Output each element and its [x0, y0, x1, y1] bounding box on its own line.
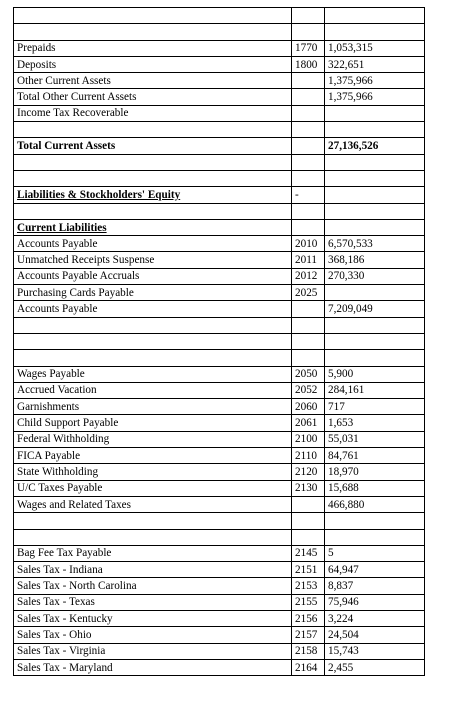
- amount-cell: [325, 350, 425, 366]
- amount-cell: 24,504: [325, 627, 425, 643]
- table-row: [14, 399, 425, 415]
- row-label-cell: Wages and Related Taxes: [14, 496, 292, 512]
- amount-cell: 2,455: [325, 659, 425, 675]
- account-code-cell: 2164: [292, 659, 325, 675]
- account-code-cell: [292, 8, 325, 24]
- table-row: [14, 40, 425, 56]
- table-row: [14, 203, 425, 219]
- row-label-cell: Deposits: [14, 56, 292, 72]
- account-code-cell: 2151: [292, 562, 325, 578]
- row-label-cell: [14, 350, 292, 366]
- account-code-cell: 2120: [292, 464, 325, 480]
- account-code-cell: -: [292, 187, 325, 203]
- account-code-cell: 2060: [292, 399, 325, 415]
- account-code-cell: 2012: [292, 268, 325, 284]
- table-row: [14, 105, 425, 121]
- amount-cell: 5,900: [325, 366, 425, 382]
- table-row: [14, 464, 425, 480]
- row-label-cell: Liabilities & Stockholders' Equity: [14, 187, 292, 203]
- table-row: [14, 382, 425, 398]
- table-row: [14, 496, 425, 512]
- amount-cell: [325, 170, 425, 186]
- amount-cell: 7,209,049: [325, 301, 425, 317]
- table-row: [14, 252, 425, 268]
- account-code-cell: 2157: [292, 627, 325, 643]
- account-code-cell: 2052: [292, 382, 325, 398]
- amount-cell: 15,743: [325, 643, 425, 659]
- account-code-cell: [292, 496, 325, 512]
- table-row: [14, 236, 425, 252]
- amount-cell: 270,330: [325, 268, 425, 284]
- table-row: [14, 415, 425, 431]
- table-row: [14, 529, 425, 545]
- row-label-cell: [14, 8, 292, 24]
- row-label-cell: [14, 154, 292, 170]
- row-label-cell: [14, 513, 292, 529]
- amount-cell: [325, 187, 425, 203]
- account-code-cell: 2110: [292, 448, 325, 464]
- amount-cell: 75,946: [325, 594, 425, 610]
- table-row: [14, 610, 425, 626]
- account-code-cell: 2130: [292, 480, 325, 496]
- row-label-cell: Sales Tax - Indiana: [14, 562, 292, 578]
- row-label-cell: [14, 122, 292, 138]
- row-label-cell: Sales Tax - North Carolina: [14, 578, 292, 594]
- amount-cell: 27,136,526: [325, 138, 425, 154]
- table-row: [14, 138, 425, 154]
- amount-cell: [325, 24, 425, 40]
- account-code-cell: [292, 333, 325, 349]
- amount-cell: 322,651: [325, 56, 425, 72]
- account-code-cell: [292, 138, 325, 154]
- table-row: [14, 268, 425, 284]
- table-row: [14, 285, 425, 301]
- table-row: [14, 187, 425, 203]
- row-label-cell: Total Current Assets: [14, 138, 292, 154]
- amount-cell: 6,570,533: [325, 236, 425, 252]
- row-label-cell: Accounts Payable Accruals: [14, 268, 292, 284]
- amount-cell: 284,161: [325, 382, 425, 398]
- table-row: [14, 73, 425, 89]
- row-label-cell: Bag Fee Tax Payable: [14, 545, 292, 561]
- account-code-cell: [292, 529, 325, 545]
- amount-cell: [325, 105, 425, 121]
- row-label-cell: Federal Withholding: [14, 431, 292, 447]
- amount-cell: [325, 529, 425, 545]
- row-label-cell: Other Current Assets: [14, 73, 292, 89]
- balance-sheet-body: [14, 8, 425, 676]
- table-row: [14, 333, 425, 349]
- account-code-cell: [292, 170, 325, 186]
- row-label-cell: [14, 333, 292, 349]
- row-label-cell: Sales Tax - Ohio: [14, 627, 292, 643]
- account-code-cell: [292, 317, 325, 333]
- row-label-cell: [14, 529, 292, 545]
- account-code-cell: [292, 105, 325, 121]
- table-row: [14, 431, 425, 447]
- row-label-cell: Wages Payable: [14, 366, 292, 382]
- row-label-cell: Prepaids: [14, 40, 292, 56]
- table-row: [14, 448, 425, 464]
- account-code-cell: 2145: [292, 545, 325, 561]
- account-code-cell: 2156: [292, 610, 325, 626]
- amount-cell: 15,688: [325, 480, 425, 496]
- table-row: [14, 578, 425, 594]
- table-row: [14, 659, 425, 675]
- row-label-cell: Unmatched Receipts Suspense: [14, 252, 292, 268]
- row-label-cell: Income Tax Recoverable: [14, 105, 292, 121]
- account-code-cell: 2158: [292, 643, 325, 659]
- table-row: [14, 643, 425, 659]
- table-row: [14, 170, 425, 186]
- amount-cell: 717: [325, 399, 425, 415]
- account-code-cell: [292, 203, 325, 219]
- amount-cell: [325, 513, 425, 529]
- amount-cell: 8,837: [325, 578, 425, 594]
- account-code-cell: 1770: [292, 40, 325, 56]
- account-code-cell: 2011: [292, 252, 325, 268]
- account-code-cell: 2100: [292, 431, 325, 447]
- row-label-cell: Sales Tax - Maryland: [14, 659, 292, 675]
- account-code-cell: 2061: [292, 415, 325, 431]
- row-label-cell: State Withholding: [14, 464, 292, 480]
- balance-sheet-table: [13, 7, 425, 676]
- table-row: [14, 301, 425, 317]
- amount-cell: 5: [325, 545, 425, 561]
- account-code-cell: [292, 513, 325, 529]
- row-label-cell: Child Support Payable: [14, 415, 292, 431]
- amount-cell: 1,375,966: [325, 73, 425, 89]
- table-row: [14, 8, 425, 24]
- amount-cell: 3,224: [325, 610, 425, 626]
- account-code-cell: [292, 24, 325, 40]
- amount-cell: 18,970: [325, 464, 425, 480]
- table-row: [14, 545, 425, 561]
- table-row: [14, 122, 425, 138]
- account-code-cell: 1800: [292, 56, 325, 72]
- row-label-cell: [14, 317, 292, 333]
- table-row: [14, 350, 425, 366]
- table-row: [14, 562, 425, 578]
- table-row: [14, 480, 425, 496]
- account-code-cell: 2010: [292, 236, 325, 252]
- amount-cell: 368,186: [325, 252, 425, 268]
- account-code-cell: 2050: [292, 366, 325, 382]
- amount-cell: 1,375,966: [325, 89, 425, 105]
- table-row: [14, 366, 425, 382]
- account-code-cell: [292, 73, 325, 89]
- table-row: [14, 513, 425, 529]
- account-code-cell: [292, 350, 325, 366]
- table-row: [14, 317, 425, 333]
- row-label-cell: [14, 170, 292, 186]
- account-code-cell: [292, 301, 325, 317]
- amount-cell: [325, 219, 425, 235]
- account-code-cell: [292, 89, 325, 105]
- account-code-cell: [292, 219, 325, 235]
- table-row: [14, 154, 425, 170]
- account-code-cell: 2025: [292, 285, 325, 301]
- table-row: [14, 89, 425, 105]
- row-label-cell: Purchasing Cards Payable: [14, 285, 292, 301]
- row-label-cell: Sales Tax - Kentucky: [14, 610, 292, 626]
- table-row: [14, 594, 425, 610]
- amount-cell: [325, 122, 425, 138]
- amount-cell: 1,053,315: [325, 40, 425, 56]
- row-label-cell: Current Liabilities: [14, 219, 292, 235]
- table-row: [14, 219, 425, 235]
- row-label-cell: Sales Tax - Texas: [14, 594, 292, 610]
- amount-cell: [325, 203, 425, 219]
- table-row: [14, 56, 425, 72]
- amount-cell: 1,653: [325, 415, 425, 431]
- amount-cell: [325, 8, 425, 24]
- row-label-cell: Accounts Payable: [14, 236, 292, 252]
- account-code-cell: 2153: [292, 578, 325, 594]
- amount-cell: [325, 333, 425, 349]
- table-row: [14, 24, 425, 40]
- amount-cell: [325, 154, 425, 170]
- amount-cell: 64,947: [325, 562, 425, 578]
- row-label-cell: Total Other Current Assets: [14, 89, 292, 105]
- row-label-cell: Accounts Payable: [14, 301, 292, 317]
- account-code-cell: [292, 154, 325, 170]
- amount-cell: [325, 317, 425, 333]
- row-label-cell: Accrued Vacation: [14, 382, 292, 398]
- account-code-cell: 2155: [292, 594, 325, 610]
- amount-cell: 84,761: [325, 448, 425, 464]
- row-label-cell: FICA Payable: [14, 448, 292, 464]
- row-label-cell: [14, 24, 292, 40]
- row-label-cell: Garnishments: [14, 399, 292, 415]
- amount-cell: [325, 285, 425, 301]
- table-row: [14, 627, 425, 643]
- account-code-cell: [292, 122, 325, 138]
- row-label-cell: U/C Taxes Payable: [14, 480, 292, 496]
- amount-cell: 466,880: [325, 496, 425, 512]
- amount-cell: 55,031: [325, 431, 425, 447]
- row-label-cell: Sales Tax - Virginia: [14, 643, 292, 659]
- row-label-cell: [14, 203, 292, 219]
